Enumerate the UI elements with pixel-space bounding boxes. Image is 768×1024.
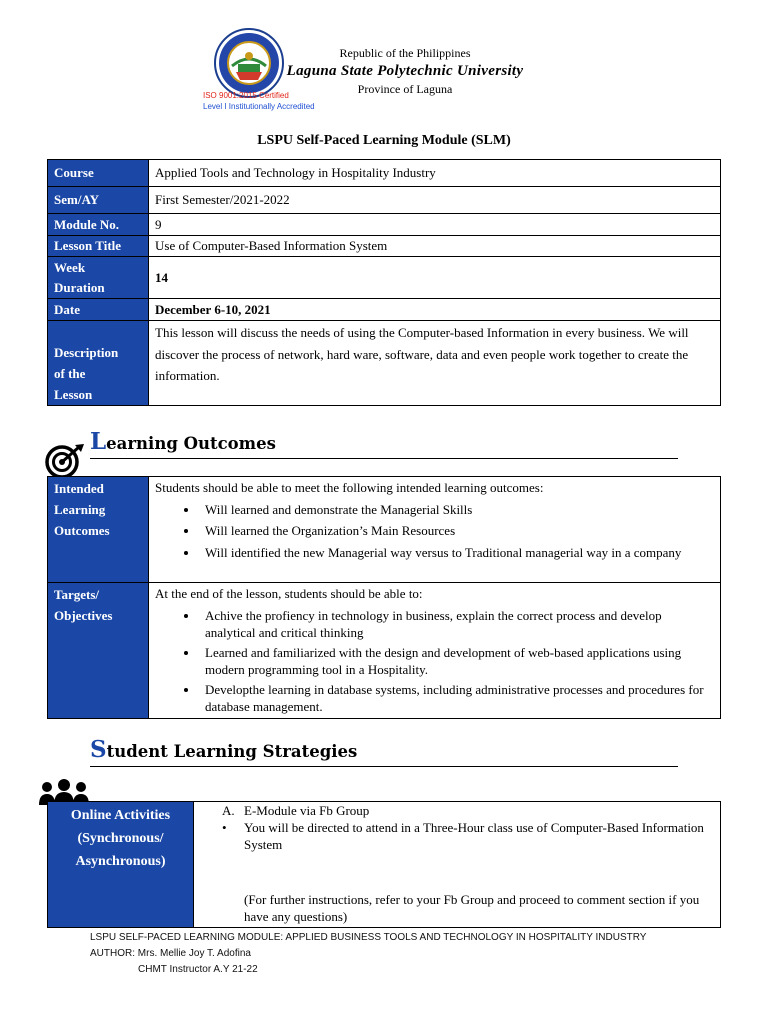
strategy-note: (For further instructions, refer to your Fb Group and proceed to comment section if you have any questions) [244,892,700,924]
ilo-label-line2: Learning [54,502,106,517]
description-row [48,321,721,406]
list-item: • Will identified the new Managerial way versus to Traditional managerial way in a company [199,542,714,564]
week-label-line1: Week [54,259,86,275]
lesson-label: Lesson Title [48,236,149,257]
footer-instructor: CHMT Instructor A.Y 21-22 [138,964,258,975]
module-info-table [47,159,721,406]
lesson-row [48,236,721,257]
strategies-cap: S [90,736,107,763]
module-row [48,214,721,236]
description-label-line1: Description [54,345,119,360]
ilo-intro: Students should be able to meet the following intended learning outcomes: [155,480,544,495]
online-activities-label-line1: Online Activities [70,808,171,823]
targets-label-line2: Objectives [54,608,113,623]
module-value: 9 [149,214,721,236]
list-item: • Developthe learning in database systems, including administrative processes and procedures for database management. [199,681,714,715]
week-value: 14 [149,257,721,299]
targets-intro: At the end of the lesson, students should be able to: [155,586,423,601]
description-label [48,321,149,406]
week-label [48,257,149,299]
strategies-heading [90,736,357,763]
date-row [48,299,721,321]
ilo-label-line1: Intended [54,481,104,496]
course-row [48,160,721,187]
strategy-a-marker: A. [222,803,235,818]
description-value: This lesson will discuss the needs of using the Computer-based Information in every business. We will discover the process of network, hard ware, software, data and even people work together to create the information. [149,321,721,406]
online-activities-label-line3: Asynchronous) [75,854,166,869]
list-item: • Will learned the Organization’s Main Resources [199,520,714,542]
module-title: LSPU Self-Paced Learning Module (SLM) [257,133,511,148]
ilo-label [48,477,149,583]
targets-row [48,583,721,719]
targets-value [149,583,721,719]
university-seal-icon [214,28,284,98]
online-activities-label-line2: (Synchronous/ [77,831,164,846]
learning-outcomes-rule [90,458,678,459]
learning-outcomes-cap: L [90,428,107,455]
learning-outcomes-heading [90,428,276,455]
ilo-list [155,499,714,564]
iso-certification: ISO 9001:2015 Certified [203,91,289,100]
sem-label: Sem/AY [48,187,149,214]
ilo-row [48,477,721,583]
strategies-rest: tudent Learning Strategies [106,742,358,761]
ilo-label-line3: Outcomes [54,523,110,538]
targets-list [155,607,714,715]
learning-outcomes-table [47,476,721,719]
strategy-a-text: E-Module via Fb Group [244,803,370,818]
footer-module-line: LSPU SELF-PACED LEARNING MODULE: APPLIED BUSINESS TOOLS AND TECHNOLOGY IN HOSPITALITY INDUSTRY [90,932,647,943]
strategies-table [47,801,721,928]
strategy-bullet [222,819,714,853]
header-university-name: Laguna State Polytechnic University [286,63,524,79]
ilo-value [149,477,721,583]
date-label: Date [48,299,149,321]
module-label: Module No. [48,214,149,236]
online-activities-label [48,802,194,928]
date-value: December 6-10, 2021 [149,299,721,321]
sem-value: First Semester/2021-2022 [149,187,721,214]
course-label: Course [48,160,149,187]
list-item: • Will learned and demonstrate the Managerial Skills [199,499,714,521]
sem-row [48,187,721,214]
strategy-a [222,802,714,819]
learning-outcomes-rest: earning Outcomes [106,434,276,453]
strategies-rule [90,766,678,767]
bullet-icon: • [222,820,227,835]
list-item: • Achive the profiency in technology in business, explain the correct process and develop analytical and critical thinking [199,607,714,641]
list-item: • Learned and familiarized with the design and development of web-based applications using modern programming tool in a Hospitality. [199,644,714,678]
week-label-line2: Duration [54,279,105,295]
header-republic: Republic of the Philippines [339,46,471,60]
targets-label [48,583,149,719]
online-activities-value [194,802,721,928]
header-province: Province of Laguna [357,82,453,96]
targets-label-line1: Targets/ [54,587,100,602]
lesson-value: Use of Computer-Based Information System [149,236,721,257]
online-activities-row [48,802,721,928]
footer-author: AUTHOR: Mrs. Mellie Joy T. Adofina [90,948,251,959]
description-label-line2: of the [54,366,86,381]
strategy-bullet-text: You will be directed to attend in a Three-Hour class use of Computer-Based Information System [244,820,704,852]
accreditation-level: Level I Institutionally Accredited [203,102,315,111]
course-value: Applied Tools and Technology in Hospitality Industry [149,160,721,187]
description-label-line3: Lesson [54,387,93,402]
target-icon [42,442,88,478]
week-row [48,257,721,299]
